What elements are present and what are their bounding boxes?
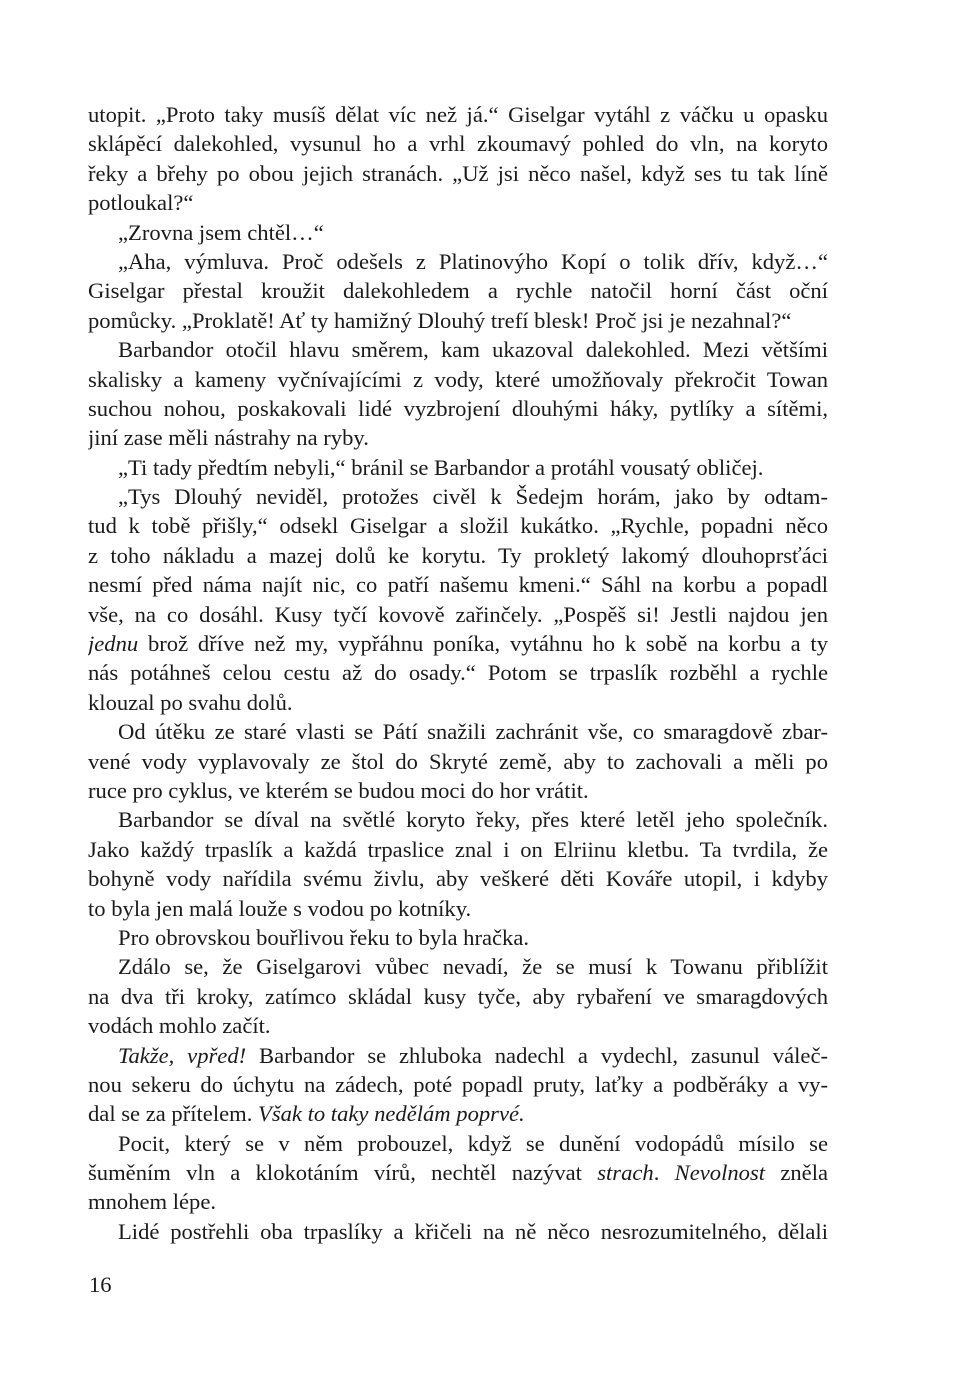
text-line: Giselgar přestal kroužit dalekohledem a rychle natočil horní část oční [88, 278, 828, 304]
italic-text: Takže, vpřed! [118, 1042, 247, 1068]
text-line: Pocit, který se v něm probouzel, když se dunění vodopádů mísilo se [118, 1130, 828, 1156]
text-line: vše, na co dosáhl. Kusy tyčí kovově zařinčely. „Pospěš si! Jestli najdou jen [88, 601, 828, 627]
text-line: to byla jen malá louže s vodou po kotníky. [88, 895, 472, 921]
text-line: tud k tobě přišly,“ odsekl Giselgar a složil kukátko. „Rychle, popadni něco [88, 513, 828, 539]
text-line: ruce pro cyklus, ve kterém se budou moci do hor vrátit. [88, 777, 589, 803]
text-fragment: brož dříve než my, vypřáhnu poníka, vytáhnu ho k sobě na korbu a ty [138, 631, 828, 657]
text-line: nesmí před náma najít nic, co patří našemu kmeni.“ Sáhl na korbu a popadl [88, 572, 828, 598]
text-fragment: . [653, 1160, 675, 1186]
text-line: nou sekeru do úchytu na zádech, poté popadl pruty, laťky a podběráky a vy- [88, 1071, 828, 1097]
text-line: bohyně vody nařídila svému živlu, aby veškeré děti Kováře utopil, i kdyby [88, 866, 828, 892]
text-fragment: šuměním vln a klokotáním vírů, nechtěl nazývat [88, 1160, 598, 1186]
text-line: utopit. „Proto taky musíš dělat víc než já.“ Giselgar vytáhl z váčku u opasku [88, 102, 828, 127]
book-page-body [88, 100, 828, 1246]
italic-text: Však to taky nedělám poprvé. [258, 1101, 525, 1127]
text-line: skalisky a kameny vyčnívajícími z vody, které umožňovaly překročit Towan [88, 366, 828, 392]
text-line: z toho nákladu a mazej dolů ke korytu. Ty prokletý lakomý dlouhoprsťáci [88, 542, 828, 568]
text-line: „Ti tady předtím nebyli,“ bránil se Barbandor a protáhl vousatý obličej. [118, 454, 764, 480]
text-line [88, 1099, 828, 1128]
text-line: pomůcky. „Proklatě! Ať ty hamižný Dlouhý trefí blesk! Proč jsi je nezahnal?“ [88, 307, 792, 333]
text-line [88, 1158, 828, 1187]
text-line: Jako každý trpaslík a každá trpaslice znal i on Elriinu kletbu. Ta tvrdila, že [88, 836, 828, 862]
text-line: na dva tři kroky, zatímco skládal kusy tyče, aby rybaření ve smaragdových [88, 983, 828, 1009]
page-number: 16 [89, 1272, 112, 1297]
text-line: „Zrovna jsem chtěl…“ [118, 219, 324, 245]
text-line: vodách mohlo začít. [88, 1013, 271, 1039]
text-fragment: Barbandor se zhluboka nadechl a vydechl, zasunul váleč- [246, 1042, 828, 1068]
text-line: sklápěcí dalekohled, vysunul ho a vrhl zkoumavý pohled do vln, na koryto [88, 131, 828, 157]
text-fragment: zněla [765, 1160, 828, 1186]
text-fragment: dal se za přítelem. [88, 1101, 259, 1127]
italic-text: jednu [88, 631, 139, 657]
text-line: klouzal po svahu dolů. [88, 689, 293, 715]
text-line: Od útěku ze staré vlasti se Pátí snažili zachránit vše, co smaragdově zbar- [118, 719, 828, 745]
text-line: řeky a břehy po obou jejich stranách. „Už jsi něco našel, když ses tu tak líně [88, 160, 828, 186]
text-line: suchou nohou, poskakovali lidé vyzbrojení dlouhými háky, pytlíky a sítěmi, [88, 395, 828, 421]
text-line: „Tys Dlouhý neviděl, protožes civěl k Šedejm horám, jako by odtam- [118, 484, 828, 510]
text-line: jiní zase měli nástrahy na ryby. [88, 425, 369, 451]
text-line: Lidé postřehli oba trpaslíky a křičeli na ně něco nesrozumitelného, dělali [118, 1218, 828, 1244]
italic-text: strach [597, 1160, 654, 1186]
text-line: Barbandor otočil hlavu směrem, kam ukazoval dalekohled. Mezi většími [118, 337, 828, 363]
text-line: Zdálo se, že Giselgarovi vůbec nevadí, že se musí k Towanu přiblížit [118, 954, 828, 980]
text-line [88, 1041, 828, 1070]
text-line: potloukal?“ [88, 190, 194, 216]
text-line: mnohem lépe. [88, 1189, 216, 1215]
text-line: „Aha, výmluva. Proč odešels z Platinovýho Kopí o tolik dřív, když…“ [118, 248, 828, 274]
text-line: Barbandor se díval na světlé koryto řeky, přes které letěl jeho společník. [118, 807, 828, 833]
text-line: Pro obrovskou bouřlivou řeku to byla hračka. [118, 924, 530, 950]
text-line: vené vody vyplavovaly ze štol do Skryté země, aby to zachovali a měli po [88, 748, 828, 774]
italic-text: Nevolnost [674, 1160, 766, 1186]
text-line: nás potáhneš celou cestu až do osady.“ Potom se trpaslík rozběhl a rychle [88, 660, 828, 686]
text-line [88, 629, 828, 658]
